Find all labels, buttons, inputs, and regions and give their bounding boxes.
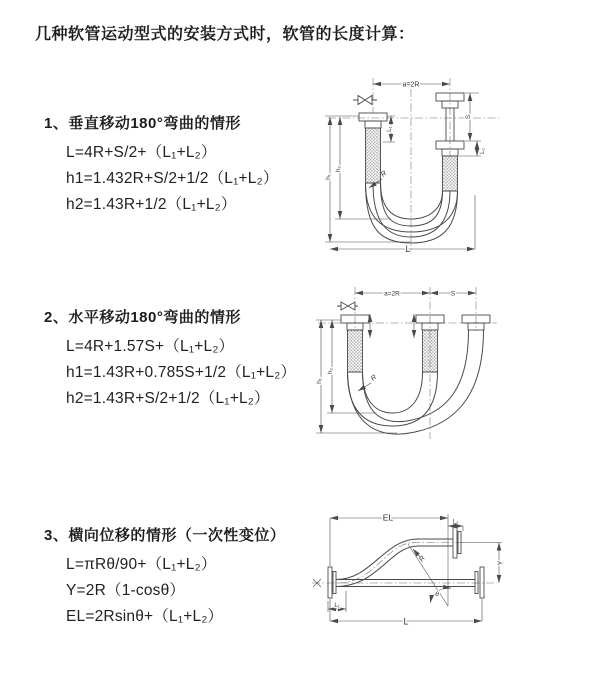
dim-label-l: L [403,616,409,627]
diagram-horizontal-svg [313,283,503,443]
construction-lines [408,514,448,606]
dim-label-l1: L₁ [387,126,393,132]
hose-u-curves [348,330,484,434]
theta-label: θ [435,591,439,598]
dim-label-a2r: a=2R [402,81,420,89]
section-heading: 3、横向位移的情形（一次性变位） [44,527,286,544]
radius-label: R [369,373,379,383]
centerlines [312,543,497,584]
dim-label-h1: h₁ [325,174,332,180]
dim-label-l2: L₂ [480,148,486,154]
dim-label-l: L [405,244,411,254]
valve-icon [337,302,358,310]
diagram-vertical-svg [313,73,503,258]
dimension-lines [328,518,502,621]
formula-line: h2=1.43R+1/2（L₁+L₂） [66,196,237,213]
dim-label-el: EL [382,512,394,523]
section-heading: 2、水平移动180°弯曲的情形 [44,309,241,326]
dimension-lines [316,293,476,433]
formula-line: h1=1.43R+0.785S+1/2（L₁+L₂） [66,364,297,381]
formula-line: Y=2R（1-cosθ） [66,582,186,599]
diagram-vertical-180-bend [313,73,503,258]
page-title: 几种软管运动型式的安装方式时，软管的长度计算： [35,26,415,43]
diagram-horizontal-180-bend [313,283,503,443]
radius-label: R [418,554,427,564]
section-lateral-displacement [44,524,285,630]
formula-line: EL=2Rsinθ+（L₁+L₂） [66,608,224,625]
pipe-fittings [359,93,464,191]
formula-line: L=4R+1.57S+（L₁+L₂） [66,338,235,355]
formula-line: h2=1.43R+S/2+1/2（L₁+L₂） [66,390,270,407]
pipe-fittings [328,527,484,598]
dim-label-y: Y [497,560,505,566]
centerlines [328,78,499,254]
diagram-lateral-displacement [300,506,515,646]
dim-label-a2r: a=2R [384,290,400,298]
dim-label-s: S [465,114,472,120]
centerlines [318,287,497,439]
dim-label-h1: h₁ [316,378,323,384]
valve-icon [353,96,377,105]
radius-label: R [379,169,389,179]
formula-line: h1=1.432R+S/2+1/2（L₁+L₂） [66,170,279,187]
dim-label-h2: h₂ [335,165,342,173]
section-heading: 1、垂直移动180°弯曲的情形 [44,115,241,132]
dim-label-s: S [450,290,456,298]
hose-u-curves [366,183,458,243]
section-horizontal-180 [44,306,296,412]
dim-label-l1: L₁ [334,603,340,609]
diagram-lateral-svg [300,506,515,646]
formula-line: L=πRθ/90+（L₁+L₂） [66,556,217,573]
dim-label-l2: L₂ [452,519,459,526]
hose-curves [336,539,475,587]
section-vertical-180 [44,112,279,218]
dim-label-h2: h₂ [327,367,334,375]
formula-line: L=4R+S/2+（L₁+L₂） [66,144,217,161]
